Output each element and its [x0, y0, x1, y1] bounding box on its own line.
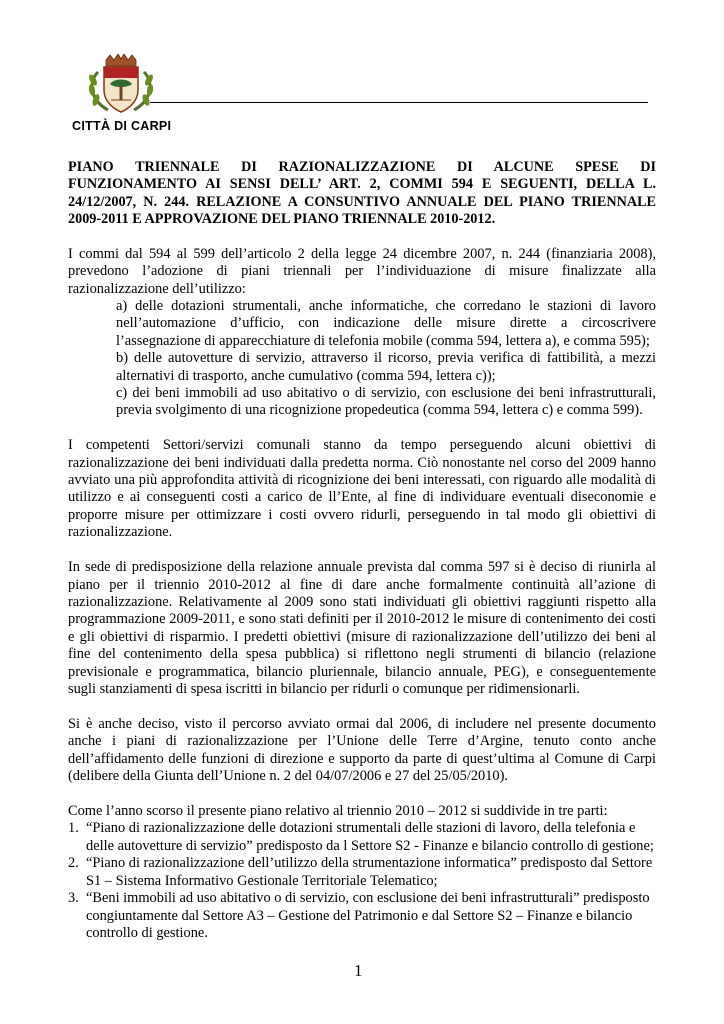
- list-text: “Piano di razionalizzazione dell’utilizzo della strumentazione informatica” predisposto dal Settore S1 – Sistema Informativo Gestionale Territoriale Telematico;: [86, 855, 653, 889]
- list-item: [68, 890, 656, 942]
- list-item: [68, 820, 656, 855]
- intro-paragraph: I commi dal 594 al 599 dell’articolo 2 della legge 24 dicembre 2007, n. 244 (finanziaria 2008), prevedono l’adozione di piani triennali per l’individuazione di misure finalizzate alla razionalizzazione dell’utilizzo:: [68, 245, 656, 297]
- coat-of-arms-logo: [84, 54, 158, 116]
- intro-item-b: b) delle autovetture di servizio, attraverso il ricorso, previa verifica di fattibilità, a mezzi alternativi di trasporto, anche cumulativo (comma 594, lettera c));: [116, 350, 656, 384]
- paragraph-settori: I competenti Settori/servizi comunali stanno da tempo perseguendo alcuni obiettivi di razionalizzazione dei beni individuati dalla predetta norma. Ciò nonostante nel corso del 2009 hanno avviato una più approfondita attività di ricognizione dei beni interessati, con riguardo alle modalità di utilizzo e ai conseguenti costi a carico de ll’Ente, al fine di individuare eventuali diseconomie e proporre misure per ottimizzare i costi ovvero ridurli, perseguendo in tal modo gli obiettivi di razionalizzazione.: [68, 437, 656, 541]
- list-number: 1.: [68, 820, 79, 837]
- page-number: 1: [354, 961, 363, 980]
- city-name: CITTÀ DI CARPI: [72, 119, 172, 133]
- intro-item-c: c) dei beni immobili ad uso abitativo o di servizio, con esclusione dei beni infrastrutturali, previa svolgimento di una ricognizione propedeutica (comma 594, lettera c) e comma 599).: [116, 384, 656, 419]
- city-coat-of-arms-icon: [84, 54, 158, 116]
- list-text: “Piano di razionalizzazione delle dotazioni strumentali delle stazioni di lavoro, della telefonia e delle autovetture di servizio” predisposto da l Settore S2 - Finanze e bilancio controllo di gestione;: [86, 820, 654, 854]
- list-number: 2.: [68, 855, 79, 872]
- paragraph-unione: Si è anche deciso, visto il percorso avviato ormai dal 2006, di includere nel presente documento anche i piani di razionalizzazione per l’Unione delle Terre d’Argine, tenuto conto anche dell’affidamento delle funzioni di direzione e supporto da parte di quest’ultima al Comune di Carpi (delibere della Giunta dell’Unione n. 2 del 04/07/2006 e 27 del 25/05/2010).: [68, 715, 656, 785]
- list-text: “Beni immobili ad uso abitativo o di servizio, con esclusione dei beni infrastrutturali” predisposto congiuntamente dal Settore A3 – Gestione del Patrimonio e dal Settore S2 – Finanze e bilancio controllo di gestione.: [86, 890, 650, 941]
- parts-list: [68, 820, 656, 942]
- document-body: [68, 159, 656, 942]
- paragraph-parti-intro: Come l’anno scorso il presente piano relativo al triennio 2010 – 2012 si suddivide in tre parti:: [68, 803, 608, 820]
- header-rule: [150, 102, 648, 103]
- list-number: 3.: [68, 890, 79, 907]
- intro-item-a: a) delle dotazioni strumentali, anche informatiche, che corredano le stazioni di lavoro nell’automazione d’ufficio, con indicazione delle misure dirette a circoscrivere l’assegnazione di apparecchiature di telefonia mobile (comma 594, lettera a), e comma 595);: [116, 297, 656, 349]
- list-item: [68, 855, 656, 890]
- document-title: PIANO TRIENNALE DI RAZIONALIZZAZIONE DI ALCUNE SPESE DI FUNZIONAMENTO AI SENSI DELL’ ART. 2, COMMI 594 E SEGUENTI, DELLA L. 24/12/2007, N. 244. RELAZIONE A CONSUNTIVO ANNUALE DEL PIANO TRIENNALE 2009-2011 E APPROVAZIONE DEL PIANO TRIENNALE 2010-2012.: [68, 159, 656, 227]
- paragraph-relazione: In sede di predisposizione della relazione annuale prevista dal comma 597 si è deciso di riunirla al piano per il triennio 2010-2012 al fine di dare anche formalmente continuità all’azione di razionalizzazione. Relativamente al 2009 sono stati individuati gli obiettivi raggiunti rispetto alla programmazione 2009-2011, e sono stati definiti per il 2010-2012 le misure di contenimento dei costi e gli obiettivi di risparmio. I predetti obiettivi (misure di razionalizzazione dell’utilizzo dei beni al fine del contenimento della spesa pubblica) si riflettono negli strumenti di bilancio (relazione previsionale e programmatica, bilancio pluriennale, bilancio annuale, PEG), e conseguentemente sugli stanziamenti di spesa iscritti in bilancio per ridurli o comunque per ridimensionarli.: [68, 559, 656, 698]
